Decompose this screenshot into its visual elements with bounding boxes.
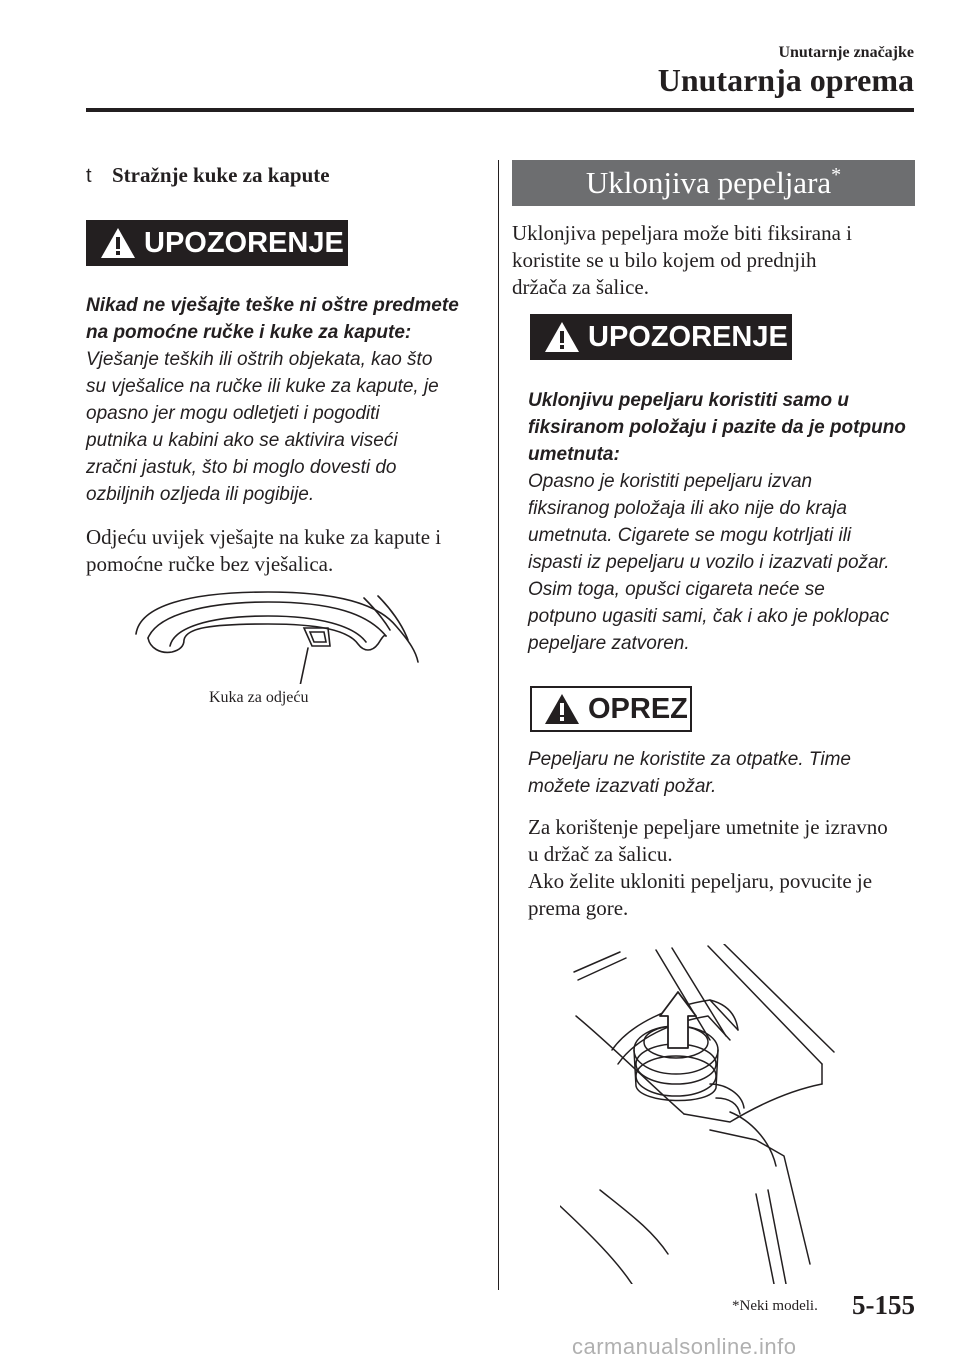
body-line: Odjeću uvijek vješajte na kuke za kapute i [86,525,442,549]
warning-box [530,314,792,360]
caution-content [528,746,928,800]
warning-text-line: ispasti iz pepeljaru u vozilo i izazvati požar. [528,552,890,573]
caution-triangle-icon [542,691,582,727]
bullet-marker: t [86,165,92,187]
warning-text-line: potpuno ugasiti sami, čak i ako je poklopac [528,606,890,627]
warning-triangle-icon [542,319,582,355]
page-number: 5-155 [852,1290,915,1320]
body-line: Ako želite ukloniti pepeljaru, povucite je [528,869,873,893]
warning-triangle-icon [98,225,138,261]
footnote: *Neki modeli. [732,1298,818,1314]
warning-bold-line: fiksiranom položaju i pazite da je potpuno [528,417,906,438]
section-banner [512,160,915,206]
warning-bold-line: na pomoćne ručke i kuke za kapute: [86,322,412,343]
banner-title: Uklonjiva pepeljara [585,165,832,200]
caution-box [530,686,692,732]
body-line: Za korištenje pepeljare umetnite je izravno [528,815,888,839]
warning-text-line: opasno jer mogu odletjeti i pogoditi [86,403,380,424]
section-title: Unutarnja oprema [657,62,914,98]
intro-paragraph [512,220,922,301]
warning-text-line: Vješanje teških ili oštrih objekata, kao što [86,349,433,370]
banner-asterisk: * [831,163,842,186]
warning-label: UPOZORENJE [144,226,344,259]
warning-content [528,387,928,657]
body-line: prema gore. [528,896,629,920]
warning-text-line: su vješalice na ručke ili kuke za kapute, je [86,376,439,397]
body-line: Uklonjiva pepeljara može biti fiksirana i [512,221,852,245]
figure-label: Kuka za odjeću [209,689,309,706]
warning-text-line: pepeljare zatvoren. [528,633,690,654]
warning-text-line: fiksiranog položaja ili ako nije do kraja [528,498,847,519]
warning-text-line: Osim toga, opušci cigareta neće se [528,579,825,600]
warning-text-line: zračni jastuk, što bi moglo dovesti do [86,457,397,478]
watermark: carmanualsonline.info [572,1334,797,1359]
body-line: u držač za šalicu. [528,842,673,866]
body-line: koristite se u bilo kojem od prednjih [512,248,817,272]
warning-text-line: Opasno je koristiti pepeljaru izvan [528,471,813,492]
caution-text-line: Pepeljaru ne koristite za otpatke. Time [528,749,851,770]
warning-bold-line: Uklonjivu pepeljaru koristiti samo u [528,390,849,411]
body-line: držača za šalice. [512,275,649,299]
caution-label: OPREZ [588,692,688,725]
warning-box [86,220,348,266]
column-divider [498,160,499,1290]
coat-hook-illustration [128,584,428,684]
warning-text-line: umetnuta. Cigarete se mogu kotrljati ili [528,525,852,546]
subsection-heading: Stražnje kuke za kapute [112,163,330,187]
chapter-title: Unutarnje značajke [778,44,914,61]
warning-bold-line: Nikad ne vješajte teške ni oštre predmete [86,295,459,316]
ashtray-illustration [560,944,850,1284]
warning-text-line: putnika u kabini ako se aktivira viseći [86,430,398,451]
body-paragraph [86,524,486,578]
warning-text-line: ozbiljnih ozljeda ili pogibije. [86,484,315,505]
warning-label: UPOZORENJE [588,320,788,353]
usage-paragraph [528,814,938,922]
caution-text-line: možete izazvati požar. [528,776,717,797]
header-rule [86,108,914,112]
warning-bold-line: umetnuta: [528,444,620,465]
body-line: pomoćne ručke bez vješalica. [86,552,334,576]
warning-content [86,292,486,508]
